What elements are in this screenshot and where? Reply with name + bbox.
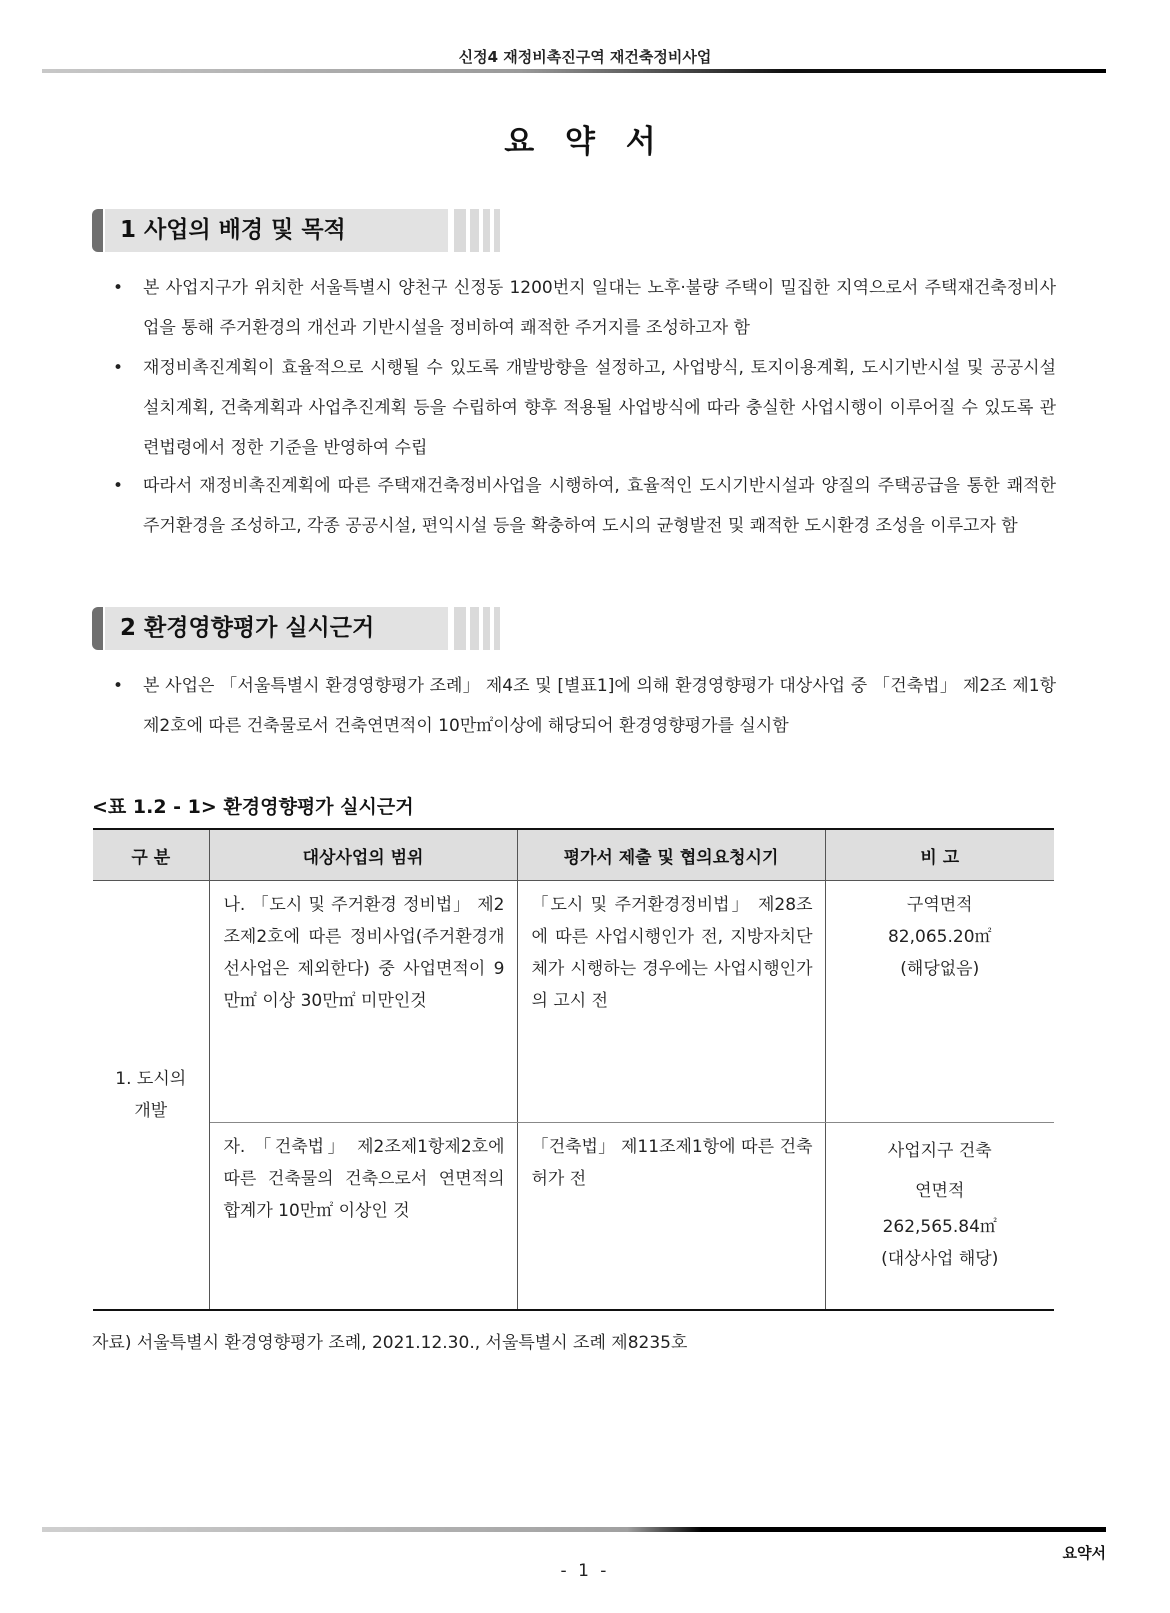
- bullet-paragraph: [113, 666, 1056, 746]
- section-stripe: [470, 607, 479, 650]
- footer-label: 요약서: [1062, 1544, 1106, 1562]
- scope-cell: 자. 「건축법」 제2조제1항제2호에 따른 건축물의 건축으로서 연면적의 합계가 10만㎡ 이상인 것: [209, 1123, 517, 1310]
- section-stripe: [483, 209, 490, 252]
- note-cell: [825, 881, 1054, 1123]
- section-2-heading: [92, 607, 522, 650]
- section-stripe: [470, 209, 479, 252]
- bullet-paragraph: [113, 268, 1056, 348]
- category-line: 1. 도시의: [115, 1068, 187, 1089]
- table-caption: <표 1.2 - 1> 환경영향평가 실시근거: [92, 796, 414, 818]
- note-line: 사업지구 건축: [887, 1141, 992, 1161]
- note-line: 연면적: [915, 1181, 965, 1201]
- column-header: 평가서 제출 및 협의요청시기: [517, 829, 825, 881]
- bullet-text: 본 사업지구가 위치한 서울특별시 양천구 신정동 1200번지 일대는 노후·불량 주택이 밀집한 지역으로서 주택재건축정비사업을 통해 주거환경의 개선과 기반시설을 정비하여 쾌적한 주거지를 조성하고자 함: [143, 278, 1056, 338]
- bullet-marker: •: [113, 278, 124, 298]
- note-cell: [825, 1123, 1054, 1310]
- note-line: (해당없음): [900, 959, 980, 979]
- section-1-heading: [92, 209, 522, 252]
- note-line: 구역면적: [906, 895, 973, 915]
- section-stripe: [494, 209, 500, 252]
- section-stripe: [454, 209, 466, 252]
- page-number: - 1 -: [560, 1561, 610, 1581]
- section-marker: [92, 607, 103, 650]
- column-header: 구 분: [93, 829, 209, 881]
- bullet-paragraph: [113, 466, 1056, 546]
- note-line: 262,565.84㎡: [882, 1217, 997, 1237]
- section-stripe: [494, 607, 500, 650]
- source-note: 자료) 서울특별시 환경영향평가 조례, 2021.12.30., 서울특별시 조례 제8235호: [92, 1333, 688, 1353]
- table-header-row: [93, 829, 1054, 881]
- section-stripe: [483, 607, 490, 650]
- document-title: 요 약 서: [504, 124, 666, 160]
- timing-cell: 「건축법」 제11조제1항에 따른 건축허가 전: [517, 1123, 825, 1310]
- bullet-text: 따라서 재정비촉진계획에 따른 주택재건축정비사업을 시행하여, 효율적인 도시기반시설과 양질의 주택공급을 통한 쾌적한 주거환경을 조성하고, 각종 공공시설, 편익시설 등을 확충하여 도시의 균형발전 및 쾌적한 도시환경 조성을 이루고자 함: [143, 476, 1056, 536]
- timing-cell: 「도시 및 주거환경정비법」 제28조에 따른 사업시행인가 전, 지방자치단체가 시행하는 경우에는 사업시행인가의 고시 전: [517, 881, 825, 1123]
- column-header: 비 고: [825, 829, 1054, 881]
- bullet-paragraph: [113, 348, 1056, 468]
- bullet-marker: •: [113, 476, 124, 496]
- note-line: 82,065.20㎡: [887, 927, 992, 947]
- bullet-marker: •: [113, 358, 124, 378]
- running-header: 신정4 재정비촉진구역 재건축정비사업: [458, 48, 712, 66]
- category-cell: [93, 881, 209, 1310]
- section-title: 1 사업의 배경 및 목적: [120, 217, 346, 243]
- footer-rule: [42, 1527, 1106, 1532]
- header-rule: [42, 69, 1106, 73]
- table-row: [93, 1123, 1054, 1310]
- bullet-text: 재정비촉진계획이 효율적으로 시행될 수 있도록 개발방향을 설정하고, 사업방식, 토지이용계획, 도시기반시설 및 공공시설 설치계획, 건축계획과 사업추진계획 등을 수립하여 향후 적용될 사업방식에 따라 충실한 사업시행이 이루어질 수 있도록 관련법령에서 정한 기준을 반영하여 수립: [143, 358, 1056, 458]
- section-marker: [92, 209, 103, 252]
- legal-basis-table: [93, 828, 1054, 1311]
- section-title: 2 환경영향평가 실시근거: [120, 615, 375, 641]
- category-line: 개발: [134, 1100, 168, 1121]
- bullet-text: 본 사업은 「서울특별시 환경영향평가 조례」 제4조 및 [별표1]에 의해 환경영향평가 대상사업 중 「건축법」 제2조 제1항 제2호에 따른 건축물로서 건축연면적이 10만㎡이상에 해당되어 환경영향평가를 실시함: [143, 676, 1056, 736]
- note-line: (대상사업 해당): [881, 1249, 999, 1269]
- table-row: [93, 881, 1054, 1123]
- section-stripe: [454, 607, 466, 650]
- scope-cell: 나. 「도시 및 주거환경 정비법」 제2조제2호에 따른 정비사업(주거환경개선사업은 제외한다) 중 사업면적이 9만㎡ 이상 30만㎡ 미만인것: [209, 881, 517, 1123]
- bullet-marker: •: [113, 676, 124, 696]
- column-header: 대상사업의 범위: [209, 829, 517, 881]
